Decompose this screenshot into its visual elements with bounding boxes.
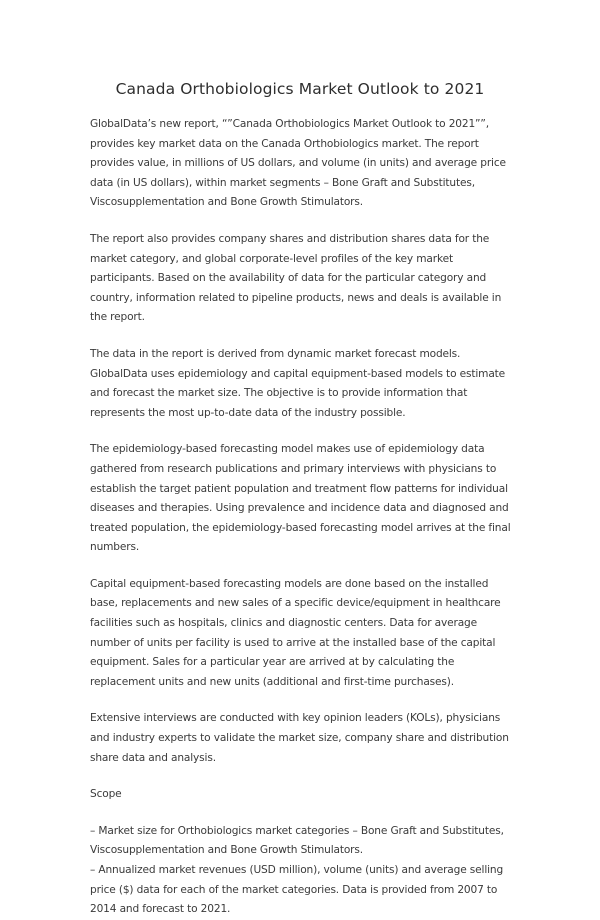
paragraph-interviews: Extensive interviews are conducted with key opinion leaders (KOLs), physicians and industry experts to validate the market size, company share and distribution share data and analysis. — [90, 712, 509, 764]
scope-heading: Scope — [90, 788, 122, 801]
paragraph-capital-equipment-model: Capital equipment-based forecasting models are done based on the installed base, replacements and new sales of a specific device/equipment in healthcare facilities such as hospitals, clinics and diagnostic centers. Data for average number of units per facility is used to arrive at the installed base of the capital equipment. Sales for a particular year are arrived at by calculating the replacement units and new units (additional and first-time purchases). — [90, 577, 501, 688]
scope-item-revenues: – Annualized market revenues (USD million), volume (units) and average selling price ($) data for each of the market categories. Data is provided from 2007 to 2014 and forecast to 2021. — [90, 864, 504, 916]
scope-item-market-size: – Market size for Orthobiologics market categories – Bone Graft and Substitutes, Viscosupplementation and Bone Growth Stimulators. — [90, 824, 504, 857]
paragraph-data-source: The data in the report is derived from dynamic market forecast models. GlobalData uses epidemiology and capital equipment-based models to estimate and forecast the market size. The objective is to provide information that represents the most up-to-date data of the industry possible. — [90, 347, 506, 419]
paragraph-epidemiology-model: The epidemiology-based forecasting model makes use of epidemiology data gathered from research publications and primary interviews with physicians to establish the target patient population and treatment flow patterns for individual diseases and therapies. Using prevalence and incidence data and diagnosed and treated population, the epidemiology-based forecasting model arrives at the final numbers. — [90, 443, 511, 554]
paragraph-company-shares: The report also provides company shares and distribution shares data for the market category, and global corporate-level profiles of the key market participants. Based on the availability of data for the particular category and country, information related to pipeline products, news and deals is available in the report. — [90, 232, 502, 324]
paragraph-intro: GlobalData’s new report, “”Canada Orthobiologics Market Outlook to 2021””, provides key market data on the Canada Orthobiologics market. The report provides value, in millions of US dollars, and volume (in units) and average price data (in US dollars), within market segments – Bone Graft and Substitutes, Viscosupplementation and Bone Growth Stimulators. — [90, 118, 506, 209]
document-body — [90, 115, 516, 920]
page-title: Canada Orthobiologics Market Outlook to 2021 — [115, 80, 485, 98]
